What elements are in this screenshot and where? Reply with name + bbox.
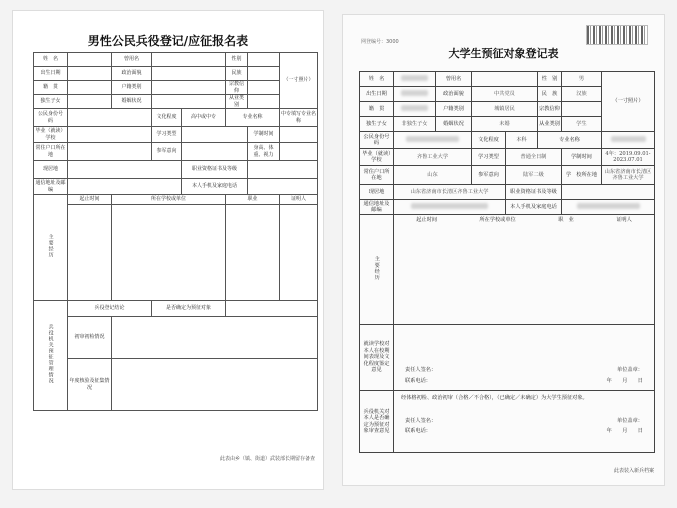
edu-value: 本科 bbox=[506, 132, 538, 149]
orphan-value: 非独生子女 bbox=[394, 117, 436, 132]
marriage-value: 未婚 bbox=[472, 117, 538, 132]
label-major: 专业名称 bbox=[226, 109, 280, 127]
label-hukou: 户籍类别 bbox=[112, 81, 152, 95]
label-position: 职业 bbox=[226, 195, 280, 205]
military-seal-label: 单位盖章： bbox=[617, 417, 643, 424]
label-occupation: 从业类别 bbox=[226, 95, 248, 109]
label-marriage: 婚姻状况 bbox=[436, 117, 472, 132]
label-cert: 职业资格证书及等级 bbox=[182, 161, 248, 179]
school-signer-label: 责任人签名： bbox=[405, 367, 437, 373]
label-unit: 所在学校或单位 bbox=[479, 217, 516, 223]
school-value: 齐鲁工业大学 bbox=[394, 149, 472, 166]
label-position: 职 业 bbox=[558, 217, 574, 223]
label-native: 籍 贯 bbox=[34, 81, 68, 95]
military-date-label: 年 月 日 bbox=[606, 428, 643, 434]
label-military-opinion: 兵役机关对本人是否确定为预征对象审查意见 bbox=[360, 391, 394, 453]
label-start: 起止时间 bbox=[68, 195, 112, 205]
label-fit: 是否确定为预征对象 bbox=[152, 301, 226, 317]
label-contact: 通信地址及邮编 bbox=[360, 200, 394, 215]
label-current: 现居地 bbox=[34, 161, 68, 179]
hukou-value: 城镇居民 bbox=[472, 102, 538, 117]
gender-value: 男 bbox=[562, 72, 602, 87]
label-birth: 出生日期 bbox=[34, 67, 68, 81]
school-loc-value: 山东省济南市长清区齐鲁工业大学 bbox=[602, 166, 655, 185]
label-edu: 文化程度 bbox=[152, 109, 182, 127]
label-resume: 主要经历 bbox=[47, 234, 54, 259]
label-major: 专业名称 bbox=[538, 132, 602, 149]
military-signer-label: 责任人签名： bbox=[405, 417, 437, 424]
form-title: 男性公民兵役登记/应征报名表 bbox=[87, 34, 249, 48]
label-idcard: 公民身份号 码 bbox=[34, 109, 68, 127]
label-religion: 宗教信仰 bbox=[226, 81, 248, 95]
label-resume: 主要经历 bbox=[373, 255, 380, 281]
photo-box: （一寸照片） bbox=[280, 53, 318, 109]
label-school-opinion: 就读学校对本人在校期间表现及文化程度鉴定意见 bbox=[360, 325, 394, 391]
label-annual: 年度核验及征集情况 bbox=[68, 359, 112, 411]
label-physique: 身高、体重、视力 bbox=[248, 143, 280, 161]
male-registration-form bbox=[12, 10, 324, 490]
study-time-value: 4年：2019.09.01-2023.07.01 bbox=[602, 149, 655, 166]
label-study: 学习类型 bbox=[472, 149, 506, 166]
label-idcard: 公民身份号 码 bbox=[360, 132, 394, 149]
student-registration-form bbox=[342, 14, 665, 486]
occupation-value: 学生 bbox=[562, 117, 602, 132]
label-current: 现居地 bbox=[360, 185, 394, 200]
label-edu: 文化程度 bbox=[472, 132, 506, 149]
label-start: 起止时间 bbox=[416, 217, 437, 223]
enlist-value: 陆军二级 bbox=[506, 166, 562, 185]
label-witness: 证明人 bbox=[616, 217, 632, 223]
photo-box: （一寸照片） bbox=[602, 72, 655, 132]
label-witness: 证明人 bbox=[280, 195, 318, 205]
label-gender: 性别 bbox=[226, 53, 248, 67]
label-school: 毕业（就读）学校 bbox=[35, 128, 66, 141]
left-footer: 此表由乡（镇、街道）武装部长期留存备查 bbox=[219, 456, 315, 462]
label-phone: 本人手机及家庭电话 bbox=[182, 179, 248, 195]
barcode-icon bbox=[586, 25, 648, 45]
political-value: 中共党员 bbox=[472, 87, 538, 102]
edu-value: 高中或中专 bbox=[182, 109, 226, 127]
label-former-name: 曾用名 bbox=[112, 53, 152, 67]
label-ethnic: 民 族 bbox=[538, 87, 562, 102]
label-home: 常住户口所在地 bbox=[360, 166, 394, 185]
current-value: 山东省济南市长清区齐鲁工业大学 bbox=[394, 185, 506, 200]
form-title: 大学生预征对象登记表 bbox=[448, 47, 559, 60]
military-phone-label: 联系电话： bbox=[405, 428, 431, 434]
label-cert: 职业资格证书及等级 bbox=[506, 185, 562, 200]
right-form-table bbox=[359, 71, 655, 453]
study-value: 普通全日制 bbox=[506, 149, 562, 166]
ethnic-value: 汉族 bbox=[562, 87, 602, 102]
label-enlist: 参军意向 bbox=[472, 166, 506, 185]
label-hukou: 户籍类别 bbox=[436, 102, 472, 117]
school-phone-label: 联系电话： bbox=[405, 377, 431, 384]
label-gender: 性 别 bbox=[538, 72, 562, 87]
label-major-note: 中专填写专业名称 bbox=[280, 109, 318, 127]
label-school: 毕业（就读）学校 bbox=[360, 149, 394, 166]
home-value: 山东 bbox=[394, 166, 472, 185]
label-initial: 初审初检情况 bbox=[68, 317, 112, 359]
right-footer: 此表装入新兵档案 bbox=[613, 468, 654, 474]
label-name: 姓 名 bbox=[360, 72, 394, 87]
label-orphan: 独生子女 bbox=[34, 95, 68, 109]
label-study-time: 学制时间 bbox=[248, 127, 280, 143]
label-marriage: 婚姻状况 bbox=[112, 95, 152, 109]
label-political: 政治面貌 bbox=[436, 87, 472, 102]
label-study: 学习类型 bbox=[152, 127, 182, 143]
left-form-table bbox=[33, 52, 318, 411]
label-study-time: 学制时间 bbox=[562, 149, 602, 166]
label-orphan: 独生子女 bbox=[360, 117, 394, 132]
label-former-name: 曾用名 bbox=[436, 72, 472, 87]
school-seal-label: 单位盖章： bbox=[617, 367, 643, 373]
school-date-label: 年 月 日 bbox=[606, 377, 643, 384]
label-reg-conclusion: 兵役登记结论 bbox=[68, 301, 152, 317]
registration-number: 网登编号：3000 bbox=[361, 39, 399, 45]
label-contact: 通信地址及邮编 bbox=[35, 180, 66, 193]
label-school-loc: 学 校所在地 bbox=[562, 166, 602, 185]
label-name: 姓 名 bbox=[34, 53, 68, 67]
label-birth: 出生日期 bbox=[360, 87, 394, 102]
label-occupation: 从业类别 bbox=[538, 117, 562, 132]
label-home: 常住户口所在地 bbox=[34, 143, 68, 161]
review-text: 经体格初检、政治初审（合格／不合格），（已确定／未确定）为大学生预征对象。 bbox=[401, 395, 588, 401]
label-ethnic: 民族 bbox=[226, 67, 248, 81]
label-unit: 所在学校或单位 bbox=[112, 195, 226, 205]
label-enlist: 参军意向 bbox=[152, 143, 182, 161]
label-native: 籍 贯 bbox=[360, 102, 394, 117]
label-religion: 宗教信仰 bbox=[538, 102, 562, 117]
label-phone: 本人手机及家庭电话 bbox=[506, 200, 562, 215]
label-political: 政治面貌 bbox=[112, 67, 152, 81]
label-dept: 兵役机关预征管理情况 bbox=[47, 324, 54, 385]
